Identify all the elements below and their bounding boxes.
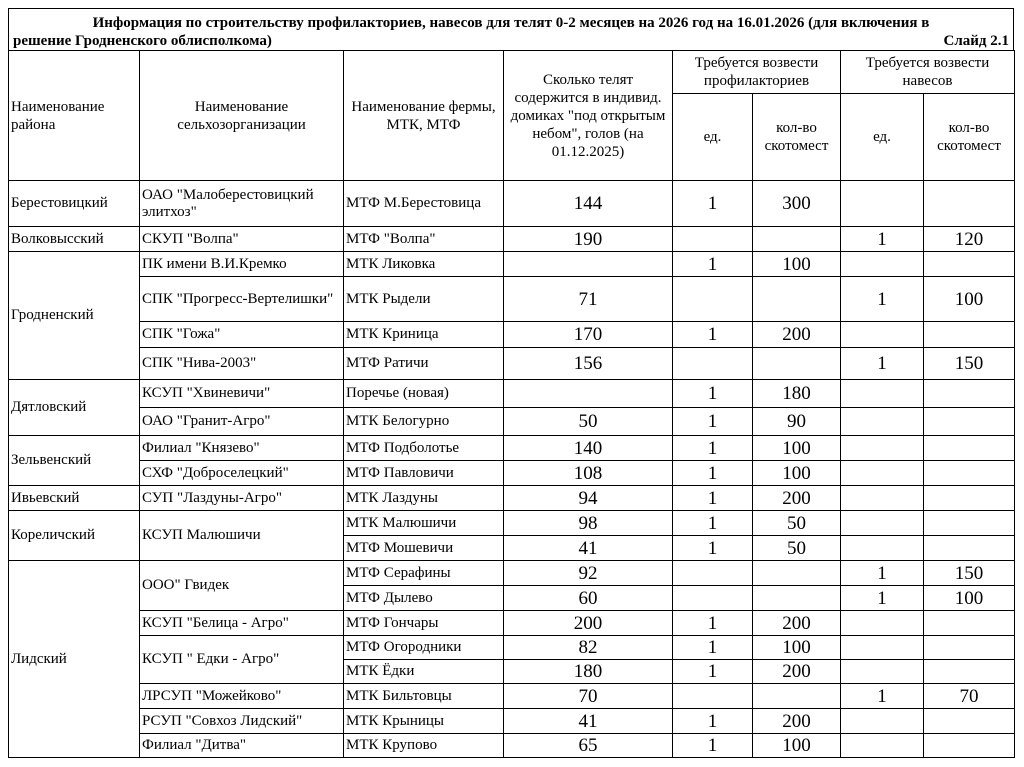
organization-cell: ОАО "Малоберестовицкий элитхоз" xyxy=(140,181,344,227)
table-row xyxy=(9,380,1015,408)
district-cell: Берестовицкий xyxy=(9,181,140,227)
sheds-places-cell xyxy=(924,636,1015,660)
prophylactoria-places-cell: 100 xyxy=(753,252,841,277)
table-row xyxy=(9,636,1015,660)
sheds-units-cell xyxy=(841,511,924,536)
sheds-units-cell: 1 xyxy=(841,561,924,586)
header-sheds: Требуется возвести навесов xyxy=(841,51,1015,94)
prophylactoria-places-cell: 100 xyxy=(753,734,841,758)
sheds-units-cell xyxy=(841,181,924,227)
document-title xyxy=(8,8,1014,50)
prophylactoria-units-cell: 1 xyxy=(673,461,753,486)
prophylactoria-places-cell: 100 xyxy=(753,461,841,486)
prophylactoria-units-cell xyxy=(673,348,753,380)
prophylactoria-places-cell: 100 xyxy=(753,436,841,461)
sheds-units-cell xyxy=(841,380,924,408)
district-cell: Лидский xyxy=(9,561,140,758)
header-sheds-units: ед. xyxy=(841,94,924,181)
farm-cell: МТФ Серафины xyxy=(344,561,504,586)
header-prophylactoria-units: ед. xyxy=(673,94,753,181)
sheds-units-cell xyxy=(841,408,924,436)
district-cell: Зельвенский xyxy=(9,436,140,486)
sheds-places-cell xyxy=(924,660,1015,684)
farm-cell: МТК Белогурно xyxy=(344,408,504,436)
district-cell: Волковысский xyxy=(9,227,140,252)
prophylactoria-places-cell xyxy=(753,348,841,380)
farm-cell: МТК Рыдели xyxy=(344,277,504,322)
table-row xyxy=(9,408,1015,436)
sheds-units-cell: 1 xyxy=(841,348,924,380)
calves-cell: 70 xyxy=(504,684,673,709)
farm-cell: МТФ Огородники xyxy=(344,636,504,660)
sheds-places-cell: 120 xyxy=(924,227,1015,252)
sheds-units-cell xyxy=(841,660,924,684)
farm-cell: МТК Лаздуны xyxy=(344,486,504,511)
sheds-units-cell xyxy=(841,734,924,758)
farm-cell: МТФ М.Берестовица xyxy=(344,181,504,227)
organization-cell: Филиал "Дитва" xyxy=(140,734,344,758)
table-row xyxy=(9,561,1015,586)
sheds-units-cell: 1 xyxy=(841,586,924,611)
prophylactoria-places-cell: 90 xyxy=(753,408,841,436)
sheds-units-cell: 1 xyxy=(841,277,924,322)
farm-cell: МТФ "Волпа" xyxy=(344,227,504,252)
prophylactoria-places-cell: 200 xyxy=(753,709,841,734)
prophylactoria-units-cell: 1 xyxy=(673,734,753,758)
sheds-places-cell: 70 xyxy=(924,684,1015,709)
calves-cell: 180 xyxy=(504,660,673,684)
header-organization: Наименование сельхозорганизации xyxy=(140,51,344,181)
prophylactoria-units-cell: 1 xyxy=(673,380,753,408)
organization-cell: ЛРСУП "Можейково" xyxy=(140,684,344,709)
organization-cell: СПК "Гожа" xyxy=(140,322,344,348)
calves-cell: 140 xyxy=(504,436,673,461)
header-district: Наименование района xyxy=(9,51,140,181)
organization-cell: ОАО "Гранит-Агро" xyxy=(140,408,344,436)
sheds-places-cell xyxy=(924,322,1015,348)
calves-cell: 156 xyxy=(504,348,673,380)
farm-cell: МТК Ёдки xyxy=(344,660,504,684)
calves-cell: 60 xyxy=(504,586,673,611)
prophylactoria-units-cell xyxy=(673,561,753,586)
prophylactoria-units-cell: 1 xyxy=(673,636,753,660)
sheds-places-cell xyxy=(924,709,1015,734)
prophylactoria-places-cell xyxy=(753,227,841,252)
prophylactoria-units-cell: 1 xyxy=(673,511,753,536)
prophylactoria-places-cell: 200 xyxy=(753,611,841,636)
sheds-places-cell xyxy=(924,408,1015,436)
organization-cell: СПК "Нива-2003" xyxy=(140,348,344,380)
organization-cell: КСУП "Хвиневичи" xyxy=(140,380,344,408)
sheds-units-cell xyxy=(841,709,924,734)
sheds-units-cell xyxy=(841,611,924,636)
farm-cell: МТФ Дылево xyxy=(344,586,504,611)
sheds-units-cell xyxy=(841,486,924,511)
organization-cell: СУП "Лаздуны-Агро" xyxy=(140,486,344,511)
construction-table xyxy=(8,50,1015,758)
sheds-units-cell xyxy=(841,252,924,277)
organization-cell: РСУП "Совхоз Лидский" xyxy=(140,709,344,734)
sheds-places-cell: 150 xyxy=(924,561,1015,586)
sheds-units-cell xyxy=(841,461,924,486)
farm-cell: МТК Бильтовцы xyxy=(344,684,504,709)
organization-cell: Филиал "Князево" xyxy=(140,436,344,461)
farm-cell: МТК Криница xyxy=(344,322,504,348)
prophylactoria-units-cell xyxy=(673,684,753,709)
calves-cell: 41 xyxy=(504,709,673,734)
prophylactoria-places-cell: 300 xyxy=(753,181,841,227)
table-row xyxy=(9,436,1015,461)
calves-cell: 200 xyxy=(504,611,673,636)
table-row xyxy=(9,511,1015,536)
calves-cell xyxy=(504,252,673,277)
calves-cell: 65 xyxy=(504,734,673,758)
farm-cell: МТК Крупово xyxy=(344,734,504,758)
farm-cell: МТК Малюшичи xyxy=(344,511,504,536)
prophylactoria-places-cell: 180 xyxy=(753,380,841,408)
prophylactoria-units-cell xyxy=(673,227,753,252)
table-row xyxy=(9,322,1015,348)
prophylactoria-places-cell: 100 xyxy=(753,636,841,660)
prophylactoria-units-cell xyxy=(673,586,753,611)
prophylactoria-units-cell: 1 xyxy=(673,486,753,511)
sheds-units-cell xyxy=(841,636,924,660)
calves-cell: 92 xyxy=(504,561,673,586)
prophylactoria-places-cell: 200 xyxy=(753,660,841,684)
calves-cell: 190 xyxy=(504,227,673,252)
calves-cell xyxy=(504,380,673,408)
prophylactoria-places-cell xyxy=(753,684,841,709)
prophylactoria-units-cell: 1 xyxy=(673,408,753,436)
farm-cell: МТК Ликовка xyxy=(344,252,504,277)
table-row xyxy=(9,277,1015,322)
table-body xyxy=(9,181,1015,758)
prophylactoria-units-cell: 1 xyxy=(673,322,753,348)
sheds-places-cell xyxy=(924,734,1015,758)
sheds-units-cell: 1 xyxy=(841,684,924,709)
organization-cell: СПК "Прогресс-Вертелишки" xyxy=(140,277,344,322)
farm-cell: Поречье (новая) xyxy=(344,380,504,408)
prophylactoria-units-cell: 1 xyxy=(673,536,753,561)
sheds-places-cell xyxy=(924,461,1015,486)
district-cell: Ивьевский xyxy=(9,486,140,511)
sheds-places-cell: 150 xyxy=(924,348,1015,380)
organization-cell: СКУП "Волпа" xyxy=(140,227,344,252)
header-sheds-places: кол-во скотомест xyxy=(924,94,1015,181)
district-cell: Дятловский xyxy=(9,380,140,436)
header-calves: Сколько телят содержится в индивид. домиках "под открытым небом", голов (на 01.12.2025) xyxy=(504,51,673,181)
table-row xyxy=(9,252,1015,277)
organization-cell: ООО" Гвидек xyxy=(140,561,344,611)
sheds-units-cell xyxy=(841,436,924,461)
table-row xyxy=(9,684,1015,709)
sheds-places-cell xyxy=(924,380,1015,408)
sheds-units-cell: 1 xyxy=(841,227,924,252)
calves-cell: 108 xyxy=(504,461,673,486)
sheds-units-cell xyxy=(841,536,924,561)
prophylactoria-places-cell: 200 xyxy=(753,486,841,511)
district-cell: Кореличский xyxy=(9,511,140,561)
sheds-places-cell xyxy=(924,252,1015,277)
organization-cell: КСУП "Белица - Агро" xyxy=(140,611,344,636)
table-row xyxy=(9,709,1015,734)
sheds-units-cell xyxy=(841,322,924,348)
header-farm: Наименование фермы, МТК, МТФ xyxy=(344,51,504,181)
sheds-places-cell xyxy=(924,181,1015,227)
farm-cell: МТФ Ратичи xyxy=(344,348,504,380)
calves-cell: 170 xyxy=(504,322,673,348)
prophylactoria-units-cell: 1 xyxy=(673,709,753,734)
table-row xyxy=(9,227,1015,252)
sheds-places-cell: 100 xyxy=(924,277,1015,322)
district-cell: Гродненский xyxy=(9,252,140,380)
sheds-places-cell xyxy=(924,611,1015,636)
prophylactoria-places-cell: 50 xyxy=(753,536,841,561)
sheds-places-cell xyxy=(924,536,1015,561)
farm-cell: МТК Крыницы xyxy=(344,709,504,734)
farm-cell: МТФ Мошевичи xyxy=(344,536,504,561)
title-line-2: решение Гродненского облисполкома) xyxy=(13,33,272,49)
prophylactoria-places-cell xyxy=(753,586,841,611)
calves-cell: 71 xyxy=(504,277,673,322)
calves-cell: 94 xyxy=(504,486,673,511)
table-row xyxy=(9,734,1015,758)
document-page xyxy=(8,8,1014,758)
calves-cell: 50 xyxy=(504,408,673,436)
slide-number: Слайд 2.1 xyxy=(943,33,1009,49)
table-row xyxy=(9,486,1015,511)
organization-cell: ПК имени В.И.Кремко xyxy=(140,252,344,277)
prophylactoria-units-cell xyxy=(673,277,753,322)
prophylactoria-units-cell: 1 xyxy=(673,436,753,461)
table-row xyxy=(9,181,1015,227)
prophylactoria-units-cell: 1 xyxy=(673,660,753,684)
sheds-places-cell xyxy=(924,486,1015,511)
calves-cell: 82 xyxy=(504,636,673,660)
prophylactoria-units-cell: 1 xyxy=(673,181,753,227)
title-line-1: Информация по строительству профилакториев, навесов для телят 0-2 месяцев на 2026 год на 16.01.2026 (для включения в xyxy=(92,15,930,31)
organization-cell: КСУП " Едки - Агро" xyxy=(140,636,344,684)
prophylactoria-units-cell: 1 xyxy=(673,611,753,636)
prophylactoria-units-cell: 1 xyxy=(673,252,753,277)
table-row xyxy=(9,348,1015,380)
calves-cell: 144 xyxy=(504,181,673,227)
header-prophylactoria-places: кол-во скотомест xyxy=(753,94,841,181)
prophylactoria-places-cell xyxy=(753,277,841,322)
table-row xyxy=(9,461,1015,486)
prophylactoria-places-cell: 200 xyxy=(753,322,841,348)
prophylactoria-places-cell: 50 xyxy=(753,511,841,536)
calves-cell: 41 xyxy=(504,536,673,561)
sheds-places-cell: 100 xyxy=(924,586,1015,611)
farm-cell: МТФ Павловичи xyxy=(344,461,504,486)
sheds-places-cell xyxy=(924,436,1015,461)
farm-cell: МТФ Гончары xyxy=(344,611,504,636)
header-prophylactoria: Требуется возвести профилакториев xyxy=(673,51,841,94)
organization-cell: КСУП Малюшичи xyxy=(140,511,344,561)
prophylactoria-places-cell xyxy=(753,561,841,586)
organization-cell: СХФ "Доброселецкий" xyxy=(140,461,344,486)
table-row xyxy=(9,611,1015,636)
farm-cell: МТФ Подболотье xyxy=(344,436,504,461)
calves-cell: 98 xyxy=(504,511,673,536)
sheds-places-cell xyxy=(924,511,1015,536)
